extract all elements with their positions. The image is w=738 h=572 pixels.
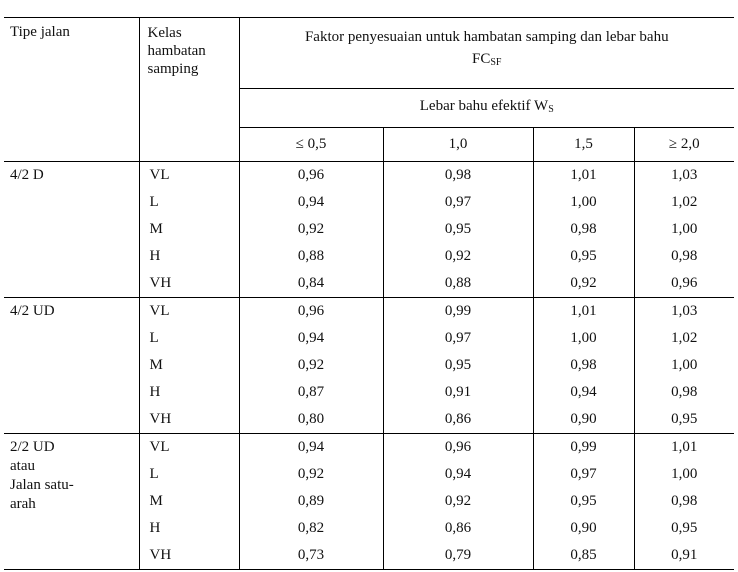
factor-value-cell: 0,95 bbox=[383, 352, 533, 379]
header-lebar-label: Lebar bahu efektif W bbox=[419, 98, 549, 114]
factor-value-cell: 1,02 bbox=[634, 189, 734, 216]
factor-value-cell: 0,98 bbox=[634, 243, 734, 270]
tipe-jalan-cell bbox=[4, 298, 139, 434]
factor-value-cell: 0,88 bbox=[239, 243, 383, 270]
header-kelas-hambatan bbox=[139, 18, 239, 162]
kelas-hambatan-cell: L bbox=[139, 461, 239, 488]
factor-value-cell: 0,95 bbox=[533, 488, 634, 515]
kelas-hambatan-cell: L bbox=[139, 189, 239, 216]
factor-value-cell: 0,86 bbox=[383, 515, 533, 542]
factor-value-cell: 0,94 bbox=[239, 434, 383, 462]
factor-value-cell: 0,94 bbox=[533, 379, 634, 406]
kelas-hambatan-cell: VL bbox=[139, 434, 239, 462]
factor-value-cell: 1,01 bbox=[533, 298, 634, 326]
kelas-hambatan-cell: VL bbox=[139, 298, 239, 326]
header-col-1: 1,0 bbox=[383, 128, 533, 162]
tipe-jalan-line: atau bbox=[10, 458, 35, 474]
kelas-hambatan-cell: M bbox=[139, 488, 239, 515]
kelas-hambatan-cell: H bbox=[139, 243, 239, 270]
factor-value-cell: 0,98 bbox=[634, 488, 734, 515]
factor-value-cell: 1,01 bbox=[634, 434, 734, 462]
table-row bbox=[4, 162, 734, 190]
factor-value-cell: 1,03 bbox=[634, 298, 734, 326]
factor-value-cell: 0,82 bbox=[239, 515, 383, 542]
factor-value-cell: 0,98 bbox=[634, 379, 734, 406]
side-friction-factor-table bbox=[4, 17, 734, 570]
tipe-jalan-line: 4/2 UD bbox=[10, 303, 55, 319]
factor-value-cell: 0,80 bbox=[239, 406, 383, 434]
header-col-2: 1,5 bbox=[533, 128, 634, 162]
tipe-jalan-cell bbox=[4, 162, 139, 298]
factor-value-cell: 0,87 bbox=[239, 379, 383, 406]
tipe-jalan-line: arah bbox=[10, 496, 36, 512]
factor-value-cell: 0,92 bbox=[239, 461, 383, 488]
header-faktor-symbol-sub: SF bbox=[490, 57, 502, 68]
factor-value-cell: 1,00 bbox=[634, 352, 734, 379]
header-lebar-bahu bbox=[239, 89, 734, 128]
kelas-hambatan-cell: VH bbox=[139, 542, 239, 570]
factor-value-cell: 0,98 bbox=[533, 216, 634, 243]
header-kelas-line2: hambatan bbox=[147, 43, 206, 59]
factor-value-cell: 0,88 bbox=[383, 270, 533, 298]
factor-value-cell: 0,90 bbox=[533, 515, 634, 542]
header-faktor-symbol: FC bbox=[472, 51, 491, 67]
factor-value-cell: 0,96 bbox=[383, 434, 533, 462]
factor-value-cell: 0,92 bbox=[533, 270, 634, 298]
factor-value-cell: 0,96 bbox=[239, 162, 383, 190]
factor-value-cell: 1,02 bbox=[634, 325, 734, 352]
tipe-jalan-line: Jalan satu- bbox=[10, 477, 74, 493]
tipe-jalan-cell bbox=[4, 434, 139, 570]
header-faktor-title: Faktor penyesuaian untuk hambatan samping dan lebar bahu bbox=[304, 29, 669, 45]
factor-value-cell: 0,91 bbox=[634, 542, 734, 570]
factor-value-cell: 0,86 bbox=[383, 406, 533, 434]
factor-value-cell: 1,00 bbox=[634, 461, 734, 488]
factor-value-cell: 0,99 bbox=[533, 434, 634, 462]
kelas-hambatan-cell: H bbox=[139, 515, 239, 542]
factor-value-cell: 0,92 bbox=[383, 488, 533, 515]
factor-value-cell: 0,95 bbox=[634, 406, 734, 434]
header-kelas-line3: samping bbox=[147, 61, 199, 77]
factor-value-cell: 0,91 bbox=[383, 379, 533, 406]
factor-value-cell: 0,92 bbox=[383, 243, 533, 270]
factor-value-cell: 0,97 bbox=[383, 189, 533, 216]
table-row bbox=[4, 298, 734, 326]
factor-value-cell: 0,79 bbox=[383, 542, 533, 570]
header-tipe-jalan: Tipe jalan bbox=[4, 18, 139, 162]
header-faktor bbox=[239, 18, 734, 89]
factor-value-cell: 1,01 bbox=[533, 162, 634, 190]
factor-value-cell: 0,95 bbox=[383, 216, 533, 243]
factor-value-cell: 0,85 bbox=[533, 542, 634, 570]
tipe-jalan-line: 4/2 D bbox=[10, 167, 44, 183]
factor-value-cell: 0,84 bbox=[239, 270, 383, 298]
kelas-hambatan-cell: VH bbox=[139, 406, 239, 434]
header-col-3: ≥ 2,0 bbox=[634, 128, 734, 162]
factor-value-cell: 0,97 bbox=[383, 325, 533, 352]
header-lebar-sub: S bbox=[548, 104, 554, 115]
table-body bbox=[4, 162, 734, 570]
factor-value-cell: 0,95 bbox=[533, 243, 634, 270]
header-col-0: ≤ 0,5 bbox=[239, 128, 383, 162]
factor-value-cell: 0,95 bbox=[634, 515, 734, 542]
factor-value-cell: 0,96 bbox=[634, 270, 734, 298]
kelas-hambatan-cell: H bbox=[139, 379, 239, 406]
factor-value-cell: 0,92 bbox=[239, 216, 383, 243]
kelas-hambatan-cell: VH bbox=[139, 270, 239, 298]
tipe-jalan-line: 2/2 UD bbox=[10, 439, 55, 455]
factor-value-cell: 0,89 bbox=[239, 488, 383, 515]
kelas-hambatan-cell: M bbox=[139, 216, 239, 243]
factor-value-cell: 0,97 bbox=[533, 461, 634, 488]
kelas-hambatan-cell: L bbox=[139, 325, 239, 352]
header-kelas-line1: Kelas bbox=[147, 25, 182, 41]
kelas-hambatan-cell: M bbox=[139, 352, 239, 379]
factor-value-cell: 0,73 bbox=[239, 542, 383, 570]
kelas-hambatan-cell: VL bbox=[139, 162, 239, 190]
factor-value-cell: 0,94 bbox=[239, 189, 383, 216]
factor-value-cell: 0,94 bbox=[383, 461, 533, 488]
factor-value-cell: 0,90 bbox=[533, 406, 634, 434]
factor-value-cell: 0,99 bbox=[383, 298, 533, 326]
table-row bbox=[4, 434, 734, 462]
factor-value-cell: 1,00 bbox=[533, 325, 634, 352]
factor-value-cell: 0,98 bbox=[383, 162, 533, 190]
table-header bbox=[4, 18, 734, 162]
factor-value-cell: 0,92 bbox=[239, 352, 383, 379]
factor-value-cell: 1,03 bbox=[634, 162, 734, 190]
factor-value-cell: 0,96 bbox=[239, 298, 383, 326]
factor-value-cell: 1,00 bbox=[634, 216, 734, 243]
factor-value-cell: 1,00 bbox=[533, 189, 634, 216]
factor-value-cell: 0,98 bbox=[533, 352, 634, 379]
factor-value-cell: 0,94 bbox=[239, 325, 383, 352]
